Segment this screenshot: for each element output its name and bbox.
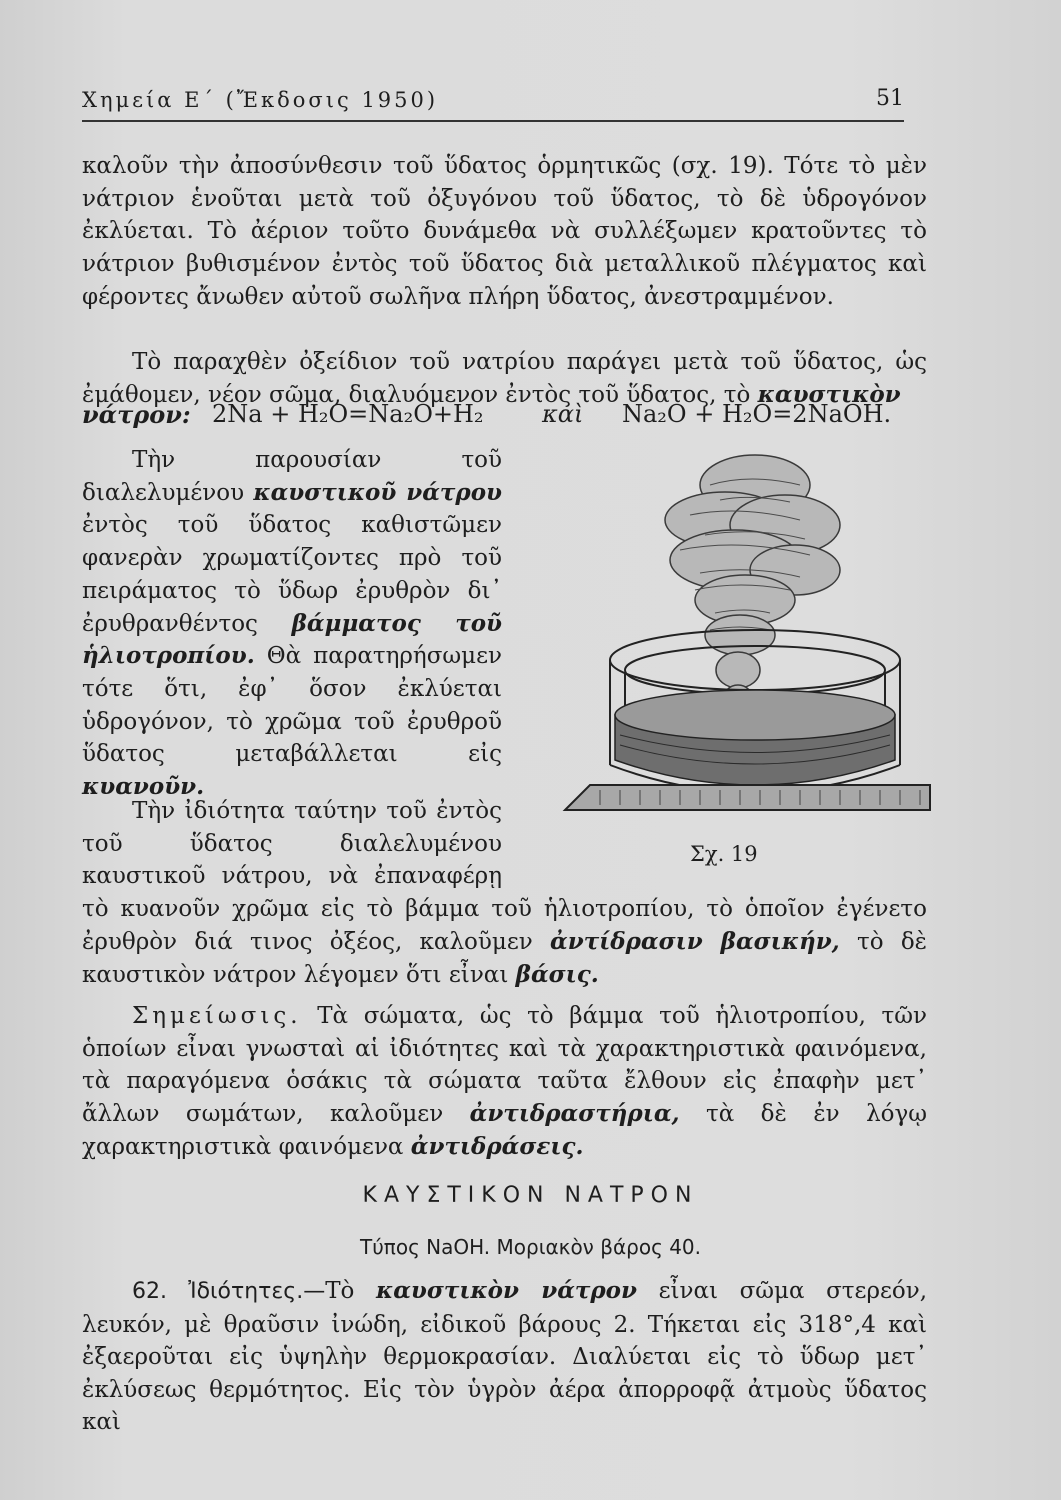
formula-label: νάτρον: bbox=[82, 400, 191, 429]
note-text-a: Τὰ σώματα, ὡς τὸ βάμμα τοῦ ἡλιοτροπίου, τῶν ὁποίων εἶναι γνωσταὶ αἱ ἰδιότητες καὶ τὰ χαρακτηριστικὰ φαινόμενα, τὰ παραγόμενα ὁσάκις τὰ σώματα ταῦτα ἔλθουν εἰς ἐπαφὴν μετ᾽ ἄλλων σωμάτων, καλοῦμεν bbox=[82, 1003, 927, 1128]
paragraph-62-properties bbox=[82, 1275, 927, 1439]
paragraph-litmus bbox=[82, 444, 502, 804]
equation-conjunction: καὶ bbox=[542, 400, 584, 428]
equation-1: 2Na + H₂O=Na₂O+H₂ bbox=[212, 400, 484, 428]
sodium-water-reaction-drawing bbox=[560, 445, 940, 830]
water-in-dish bbox=[615, 690, 895, 785]
paragraph-decomposition: καλοῦν τὴν ἀποσύνθεσιν τοῦ ὕδατος ὁρμητικῶς (σχ. 19). Τότε τὸ μὲν νάτριον ἑνοῦται μετὰ τοῦ ὀξυγόνου τοῦ ὕδατος, τὸ δὲ ὑδρογόνον ἐκλύεται. Τὸ ἀέριον τοῦτο δυνάμεθα νὰ συλλέξωμεν κρατοῦντες τὸ νάτριον βυθισμένον ἐντὸς τοῦ ὕδατος διὰ μεταλλικοῦ πλέγματος καὶ φέροντες ἄνωθεν αὐτοῦ σωλῆνα πλήρη ὕδατος, ἀνεστραμμένον. bbox=[82, 153, 927, 310]
page-header bbox=[82, 86, 904, 122]
litmus-text-c: ἐντὸς τοῦ ὕδατος καθιστῶμεν φανερὰν χρωματίζοντες πρὸ τοῦ πειράματος τὸ ὕδωρ ἐρυθρὸν δι᾽ ἐρυθρανθέντος bbox=[82, 512, 502, 637]
sodium-oxide-text: Τὸ παραχθὲν ὀξείδιον τοῦ νατρίου παράγει μετὰ τοῦ ὕδατος, ὡς ἐμάθομεν, νέον σῶμα, διαλυόμενον ἐντὸς τοῦ ὕδατος, τὸ bbox=[82, 349, 927, 408]
section-subtitle: Τύπος NaOH. Μοριακὸν βάρος 40. bbox=[360, 1235, 701, 1259]
basic-term-base: βάσις. bbox=[515, 960, 599, 988]
properties-text-c: εἶναι σῶμα στερεόν, λευκόν, μὲ θραῦσιν ἰνώδη, εἰδικοῦ βάρους 2. Τήκεται εἰς 318°,4 καὶ ἐξαεροῦται εἰς ὑψηλὴν θερμοκρασίαν. Διαλύεται εἰς τὸ ὕδωρ μετ᾽ ἐκλύσεως θερμότητος. Εἰς τὸν ὑγρὸν ἀέρα ἀπορροφᾷ ἀτμοὺς ὕδατος καὶ bbox=[82, 1278, 928, 1435]
note-term-reagents: ἀντιδραστήρια, bbox=[469, 1100, 680, 1128]
equation-2: Na₂O + H₂O=2NaOH. bbox=[622, 400, 892, 428]
note-text-c: τὰ δὲ ἐν λόγῳ χαρακτηριστικὰ φαινόμενα bbox=[82, 1101, 928, 1160]
section-number-heading: 62. Ἰδιότητες.— bbox=[132, 1279, 326, 1304]
caustic-term: καυστικὸν bbox=[757, 380, 901, 408]
basic-text-c: τὸ δὲ καυστικὸν νάτρον λέγομεν ὅτι εἶναι bbox=[82, 928, 928, 988]
litmus-text-e: Θὰ παρατηρήσωμεν τότε ὅτι, ἐφ᾽ ὅσον ἐκλύεται ὑδρογόνον, τὸ χρῶμα τοῦ ἐρυθροῦ ὕδατος μεταβάλλεται εἰς bbox=[82, 643, 502, 768]
note-lead: Σημείωσις. bbox=[132, 1003, 302, 1029]
litmus-term-caustic: καυστικοῦ νάτρου bbox=[253, 478, 503, 506]
properties-text-a: Τὸ bbox=[325, 1278, 355, 1304]
basic-text-a: Τὴν ἰδιότητα ταύτην τοῦ ἐντὸς τοῦ ὕδατος διαλελυμένου καυστικοῦ νάτρου, νὰ ἐπαναφέρῃ τὸ κυανοῦν χρῶμα εἰς τὸ βάμμα τοῦ ἡλιοτροπίου, τὸ ὁποῖον ἐγένετο ἐρυθρὸν διά τινος ὀξέος, καλοῦμεν bbox=[82, 798, 927, 955]
litmus-term-dye: βάμματος τοῦ ἡλιοτροπίου. bbox=[82, 609, 502, 670]
section-title: ΚΑΥΣΤΙΚΟΝ ΝΑΤΡΟΝ bbox=[362, 1183, 699, 1208]
litmus-term-blue: κυανοῦν. bbox=[82, 773, 205, 801]
reaction-equations bbox=[82, 400, 927, 429]
properties-term-caustic: καυστικὸν νάτρον bbox=[375, 1277, 637, 1304]
paragraph-note bbox=[82, 1000, 927, 1164]
basic-term-reaction: ἀντίδρασιν βασικήν, bbox=[550, 927, 840, 955]
page-number: 51 bbox=[876, 86, 904, 111]
figure-caption: Σχ. 19 bbox=[690, 842, 758, 866]
litmus-text-a: Τὴν παρουσίαν τοῦ διαλελυμένου bbox=[82, 447, 502, 506]
figure-19-illustration bbox=[560, 445, 940, 830]
running-title: Χημεία Ε΄ (Ἔκδοσις 1950) bbox=[82, 88, 439, 112]
note-term-reactions: ἀντιδράσεις. bbox=[410, 1132, 584, 1160]
